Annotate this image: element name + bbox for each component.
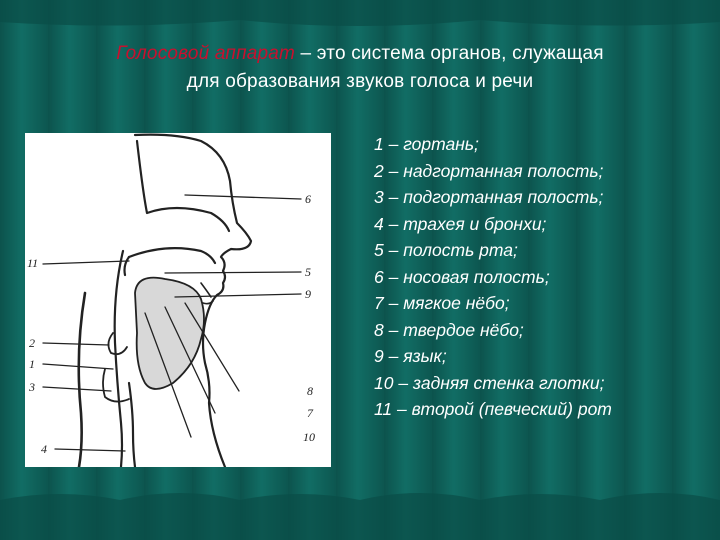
tongue xyxy=(135,278,204,389)
figure-label: 9 xyxy=(305,287,311,301)
teeth xyxy=(201,283,213,304)
title-line-2: для образования звуков голоса и речи xyxy=(186,71,534,92)
legend-item: 4 – трахея и бронхи; xyxy=(374,213,547,234)
legend-item: 7 – мягкое нёбо; xyxy=(374,293,510,313)
figure-label: 5 xyxy=(305,265,311,279)
slide-title xyxy=(20,40,700,96)
pharynx-front xyxy=(129,383,135,467)
figure-label: 1 xyxy=(29,357,35,371)
epiglottis xyxy=(108,333,127,354)
nasal-cavity xyxy=(137,141,229,231)
figure-label: 11 xyxy=(27,256,39,270)
title-highlight: Голосовой аппарат xyxy=(116,43,296,64)
legend-item: 11 – второй (певческий) рот xyxy=(374,399,612,419)
figure-label: 6 xyxy=(305,192,311,206)
legend-item: 3 – подгортанная полость; xyxy=(374,187,604,207)
legend-item: 2 – надгортанная полость; xyxy=(374,160,604,181)
pharynx-wall xyxy=(115,251,123,467)
anatomy-figure xyxy=(25,133,331,467)
legend-list xyxy=(374,131,714,423)
figure-label: 10 xyxy=(303,430,315,444)
spine xyxy=(79,293,85,467)
figure-label: 7 xyxy=(307,406,313,420)
legend-item: 1 – гортань; xyxy=(374,134,479,154)
title-line-1 xyxy=(20,40,700,68)
soft-palate xyxy=(125,257,130,275)
figure-label: 8 xyxy=(307,384,313,398)
legend-item: 9 – язык; xyxy=(374,346,447,366)
hard-palate xyxy=(129,248,215,263)
vocal-apparatus-diagram xyxy=(25,133,331,467)
title-rest: – это система органов, служащая xyxy=(295,43,604,64)
legend-item: 5 – полость рта; xyxy=(374,240,518,260)
legend-item: 8 – твердое нёбо; xyxy=(374,319,524,340)
legend-item: 6 – носовая полость; xyxy=(374,266,550,287)
figure-label: 3 xyxy=(29,380,35,394)
figure-label: 2 xyxy=(29,336,35,350)
figure-label: 4 xyxy=(41,442,47,456)
legend-item: 10 – задняя стенка глотки; xyxy=(374,372,605,393)
